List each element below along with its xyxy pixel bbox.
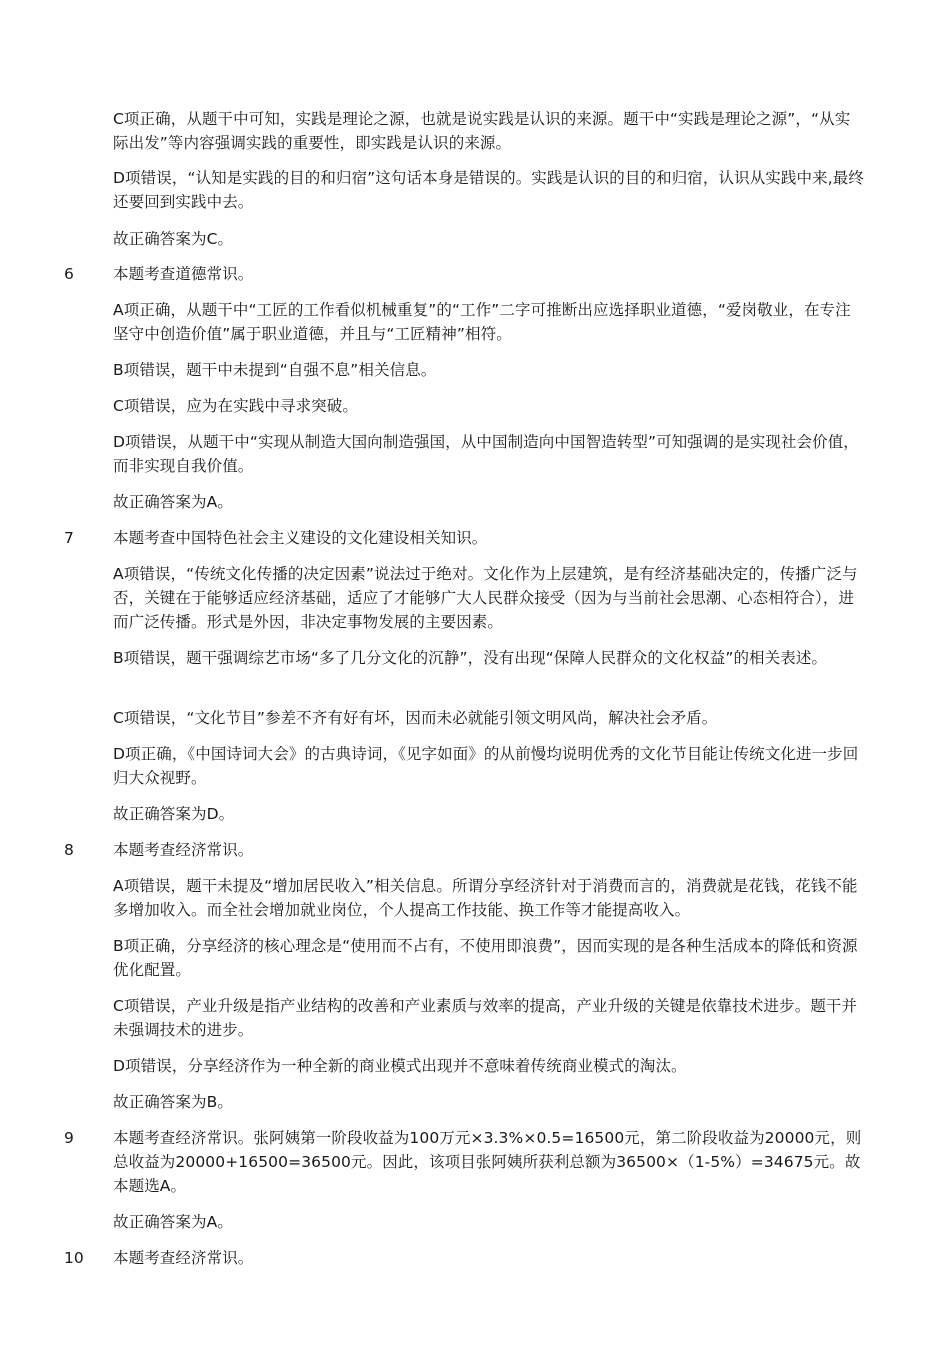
option-d-q6: D项错误，从题干中“实现从制造大国向制造强国，从中国制造向中国智造转型”可知强调的是实现社会价值，而非实现自我价值。 <box>113 433 859 475</box>
option-c-q7: C项错误，“文化节目”参差不齐有好有坏，因而未必就能引领文明风尚，解决社会矛盾。 <box>113 709 718 727</box>
question-10-topic: 本题考查经济常识。 <box>113 1249 254 1267</box>
option-a-q8: A项错误，题干未提及“增加居民收入”相关信息。所谓分享经济针对于消费而言的，消费就是花钱，花钱不能多增加收入。而全社会增加就业岗位，个人提高工作技能、换工作等才能提高收入。 <box>113 877 858 919</box>
option-d-q8: D项错误，分享经济作为一种全新的商业模式出现并不意味着传统商业模式的淘汰。 <box>113 1057 687 1075</box>
option-d-q7: D项正确，《中国诗词大会》的古典诗词，《见字如面》的从前慢均说明优秀的文化节目能让传统文化进一步回归大众视野。 <box>113 745 859 787</box>
question-9-explanation: 本题考查经济常识。张阿姨第一阶段收益为100万元×3.3%×0.5=16500元，第二阶段收益为20000元，则总收益为20000+16500=36500元。因此，该项目张阿姨所获利总额为36500×（1-5%）=34675元。故本题选A。 <box>113 1129 862 1195</box>
answer-q8: 故正确答案为B。 <box>113 1093 233 1111</box>
question-8-topic: 本题考查经济常识。 <box>113 841 254 859</box>
answer-q7: 故正确答案为D。 <box>113 805 235 823</box>
option-c-q6: C项错误，应为在实践中寻求突破。 <box>113 397 358 415</box>
answer-q9: 故正确答案为A。 <box>113 1213 233 1231</box>
question-number-9: 9 <box>64 1129 74 1147</box>
option-a-q6: A项正确，从题干中“工匠的工作看似机械重复”的“工作”二字可推断出应选择职业道德，“爱岗敬业，在专注坚守中创造价值”属于职业道德，并且与“工匠精神”相符。 <box>113 301 851 343</box>
option-d-q5: D项错误，“认知是实践的目的和归宿”这句话本身是错误的。实践是认识的目的和归宿，认识从实践中来,最终还要回到实践中去。 <box>113 169 864 211</box>
option-b-q6: B项错误，题干中未提到“自强不息”相关信息。 <box>113 361 437 379</box>
answer-q6: 故正确答案为A。 <box>113 493 233 511</box>
question-number-7: 7 <box>64 529 74 547</box>
option-b-q8: B项正确，分享经济的核心理念是“使用而不占有，不使用即浪费”，因而实现的是各种生活成本的降低和资源优化配置。 <box>113 937 858 979</box>
question-6-topic: 本题考查道德常识。 <box>113 265 254 283</box>
option-b-q7: B项错误，题干强调综艺市场“多了几分文化的沉静”，没有出现“保障人民群众的文化权益”的相关表述。 <box>113 649 828 667</box>
question-number-8: 8 <box>64 841 74 859</box>
question-number-10: 10 <box>64 1249 84 1267</box>
option-c-q5: C项正确，从题干中可知，实践是理论之源，也就是说实践是认识的来源。题干中“实践是理论之源”，“从实际出发”等内容强调实践的重要性，即实践是认识的来源。 <box>113 110 851 152</box>
question-number-6: 6 <box>64 265 74 283</box>
option-c-q8: C项错误，产业升级是指产业结构的改善和产业素质与效率的提高，产业升级的关键是依靠技术进步。题干并未强调技术的进步。 <box>113 997 858 1039</box>
question-7-topic: 本题考查中国特色社会主义建设的文化建设相关知识。 <box>113 529 488 547</box>
option-a-q7: A项错误，“传统文化传播的决定因素”说法过于绝对。文化作为上层建筑，是有经济基础决定的，传播广泛与否，关键在于能够适应经济基础，适应了才能够广大人民群众接受（因为与当前社会思潮、心态相符合），进而广泛传播。形式是外因，非决定事物发展的主要因素。 <box>113 565 858 631</box>
answer-q5: 故正确答案为C。 <box>113 230 234 248</box>
